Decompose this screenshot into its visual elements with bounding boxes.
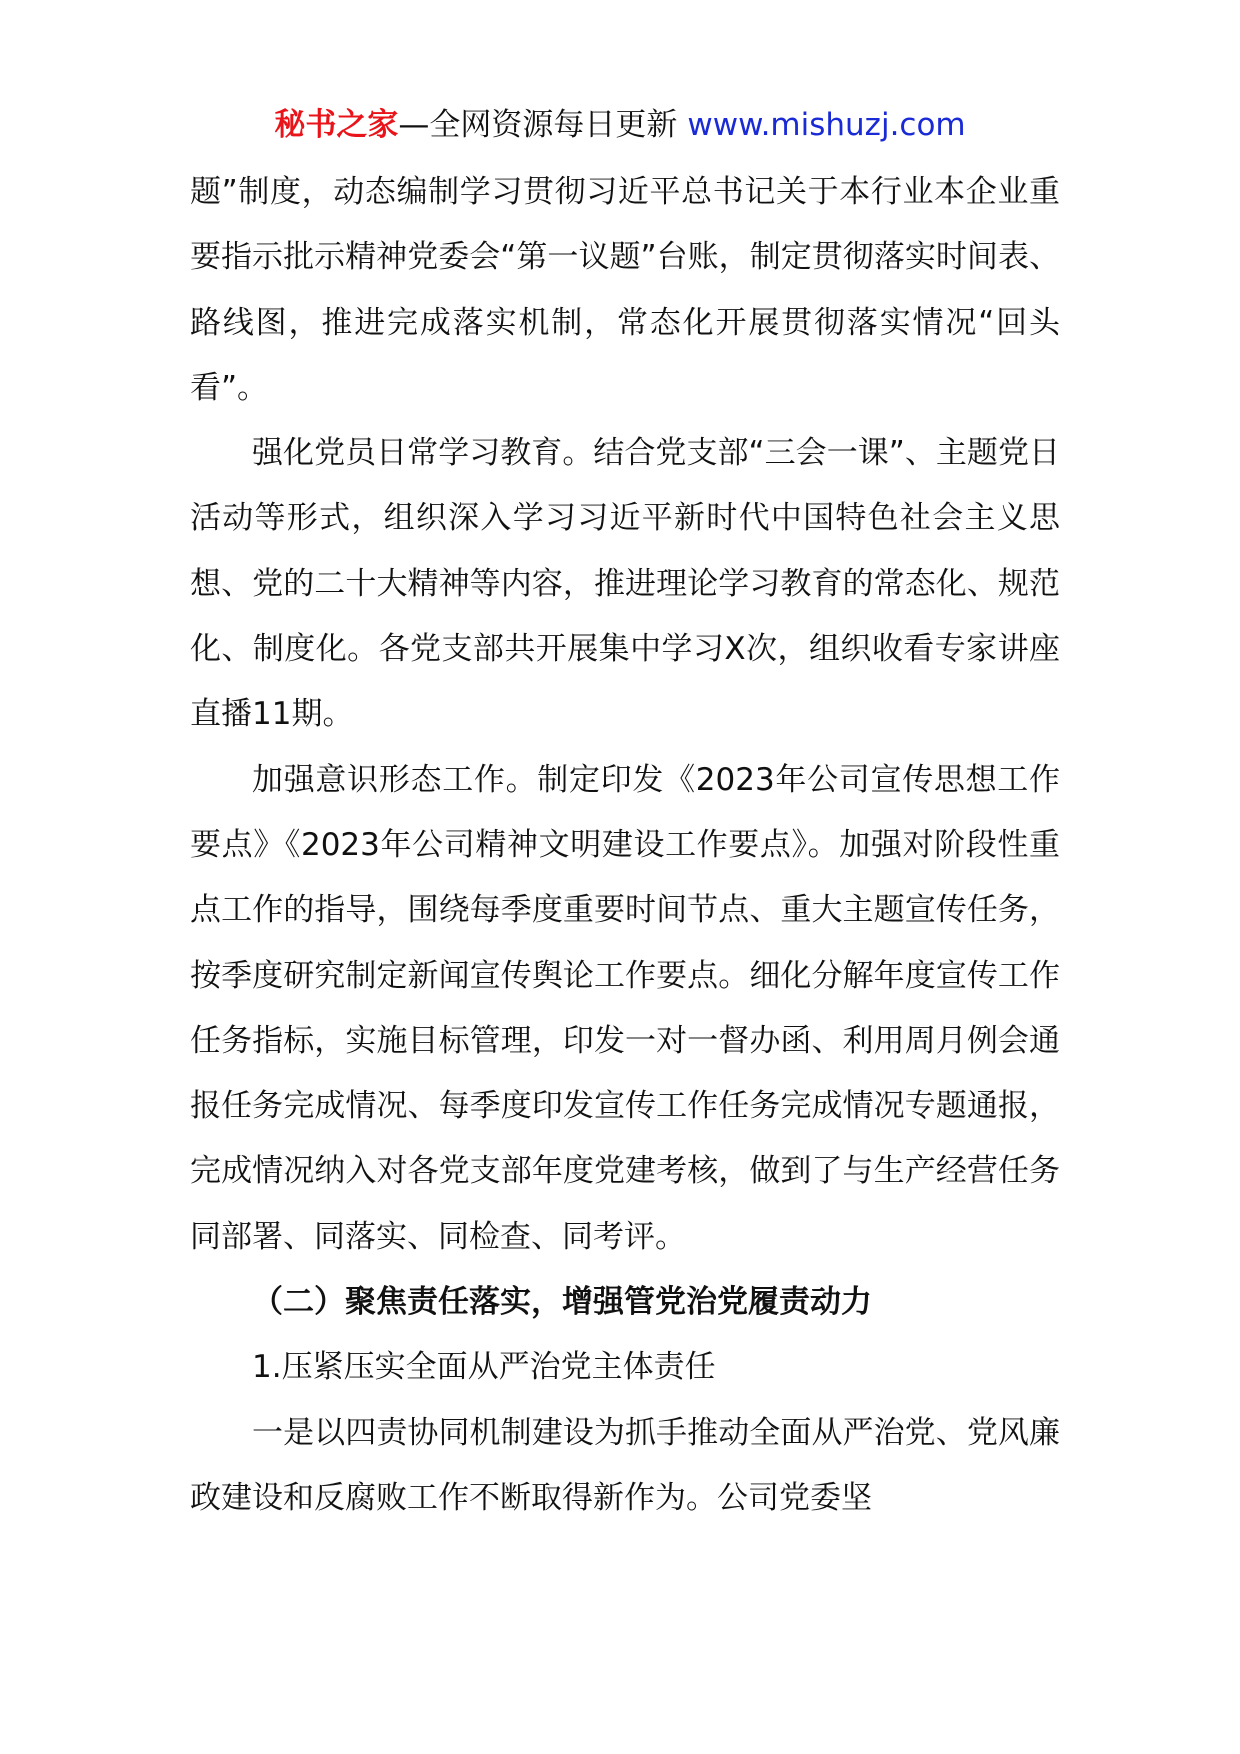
body-paragraph: 题”制度，动态编制学习贯彻习近平总书记关于本行业本企业重要指示批示精神党委会“第一议题”台账，制定贯彻落实时间表、路线图，推进完成落实机制，常态化开展贯彻落实情况“回头看”。 — [190, 174, 1060, 406]
section-heading: （二）聚焦责任落实，增强管党治党履责动力 — [252, 1284, 872, 1321]
body-paragraph: 一是以四责协同机制建设为抓手推动全面从严治党、党风廉政建设和反腐败工作不断取得新作为。公司党委坚 — [190, 1414, 1060, 1516]
body-paragraph: 加强意识形态工作。制定印发《2023年公司宣传思想工作要点》《2023年公司精神文明建设工作要点》。加强对阶段性重点工作的指导，围绕每季度重要时间节点、重大主题宣传任务，按季度研究制定新闻宣传舆论工作要点。细化分解年度宣传工作任务指标，实施目标管理，印发一对一督办函、利用周月例会通报任务完成情况、每季度印发宣传工作任务完成情况专题通报，完成情况纳入对各党支部年度党建考核，做到了与生产经营任务同部署、同落实、同检查、同考评。 — [190, 761, 1060, 1255]
document-body — [190, 160, 1060, 1531]
body-paragraph: 强化党员日常学习教育。结合党支部“三会一课”、主题党日活动等形式，组织深入学习习近平新时代中国特色社会主义思想、党的二十大精神等内容，推进理论学习教育的常态化、规范化、制度化。各党支部共开展集中学习X次，组织收看专家讲座直播11期。 — [190, 435, 1060, 733]
header-tagline: —全网资源每日更新 — [398, 107, 678, 143]
brand-name: 秘书之家 — [274, 107, 399, 143]
site-url-link[interactable]: www.mishuzj.com — [687, 107, 966, 143]
page-header — [0, 100, 1240, 150]
sub-heading: 1.压紧压实全面从严治党主体责任 — [252, 1349, 716, 1386]
